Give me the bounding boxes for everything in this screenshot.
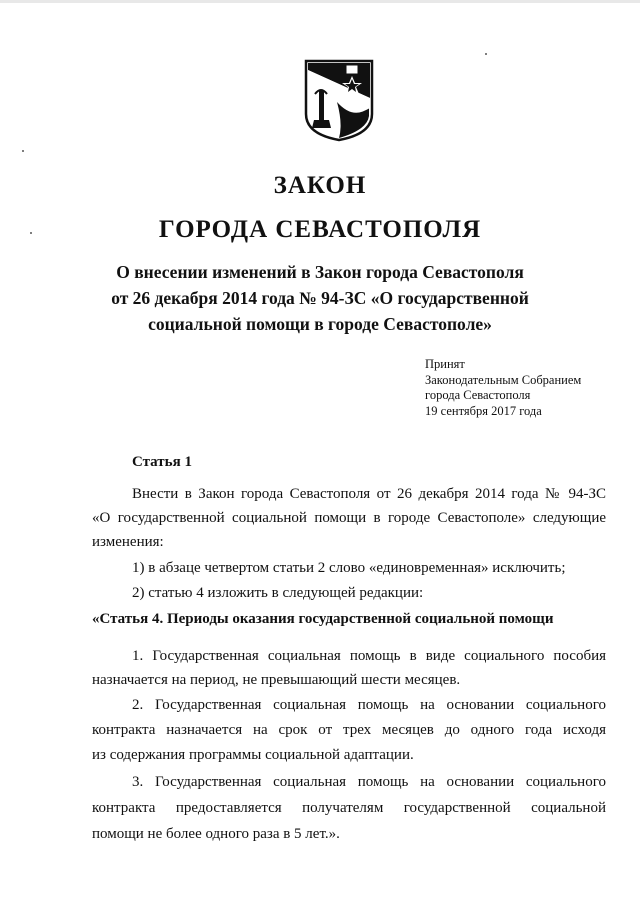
law-title: ЗАКОН bbox=[273, 172, 367, 199]
paragraph-2-line: контракта назначается на срок от трех месяцев до одного года исходя bbox=[92, 722, 606, 738]
law-subtitle-line: социальной помощи в городе Севастополе» bbox=[148, 314, 492, 334]
law-city-title: ГОРОДА СЕВАСТОПОЛЯ bbox=[158, 216, 482, 243]
article1-heading: Статья 1 bbox=[132, 454, 192, 470]
adoption-line: города Севастополя bbox=[425, 388, 531, 402]
paragraph-1-line: 1. Государственная социальная помощь в виде социального пособия bbox=[132, 648, 606, 664]
paragraph-3-line: контракта предоставляется получателям государственной социальной bbox=[92, 800, 606, 816]
law-subtitle-line: от 26 декабря 2014 года № 94-ЗС «О государственной bbox=[111, 288, 529, 308]
amendment-item-1: 1) в абзаце четвертом статьи 2 слово «единовременная» исключить; bbox=[132, 560, 566, 576]
adoption-note bbox=[425, 357, 581, 419]
scan-edge bbox=[0, 0, 640, 3]
paragraph-3-line: 3. Государственная социальная помощь на основании социального bbox=[132, 774, 606, 790]
paragraph-2-line: 2. Государственная социальная помощь на основании социального bbox=[132, 697, 606, 713]
intro-line: Внести в Закон города Севастополя от 26 декабря 2014 года № 94-ЗС bbox=[132, 486, 606, 502]
amendment-item-2: 2) статью 4 изложить в следующей редакции: bbox=[132, 585, 424, 601]
adoption-line: Законодательным Собранием bbox=[425, 372, 582, 387]
paragraph-1-line: назначается на период, не превышающий шести месяцев. bbox=[92, 672, 461, 688]
paragraph-2-line: из содержания программы социальной адаптации. bbox=[92, 747, 414, 763]
scan-speck bbox=[22, 150, 24, 152]
article4-heading: «Статья 4. Периоды оказания государственной социальной помощи bbox=[92, 611, 554, 627]
paragraph-3-line: помощи не более одного раза в 5 лет.». bbox=[92, 826, 340, 842]
intro-line: «О государственной социальной помощи в городе Севастополе» следующие bbox=[92, 510, 606, 526]
adoption-line: Принят bbox=[425, 357, 465, 371]
scan-speck bbox=[485, 53, 487, 55]
adoption-date: 19 сентября 2017 года bbox=[425, 403, 542, 418]
law-subtitle-line: О внесении изменений в Закон города Севастополя bbox=[116, 262, 524, 282]
coat-of-arms-icon bbox=[303, 58, 375, 142]
intro-line: изменения: bbox=[92, 534, 164, 550]
